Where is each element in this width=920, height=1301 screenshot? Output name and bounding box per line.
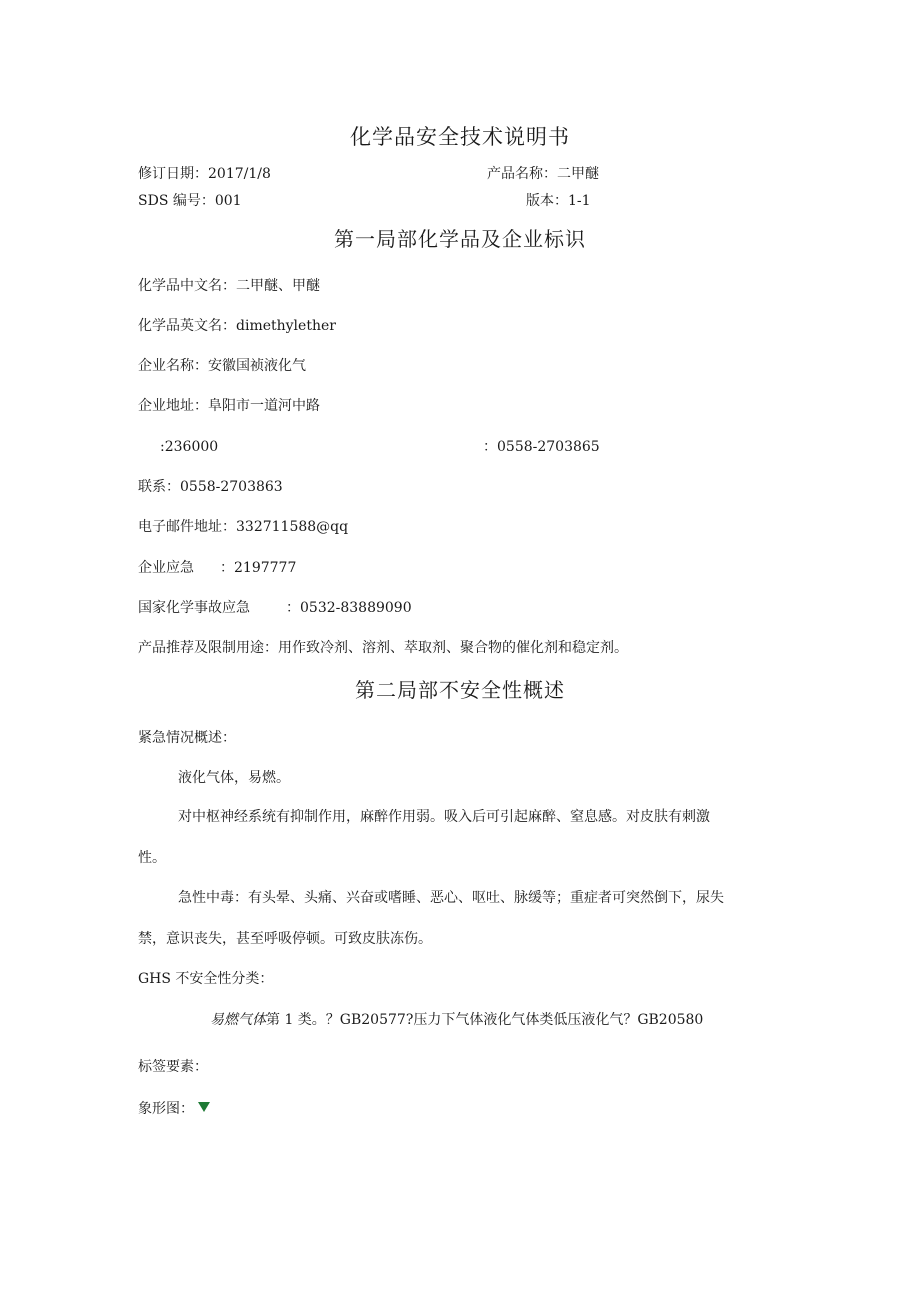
postcode: :236000 bbox=[160, 439, 219, 455]
emergency-overview-label: 紧急情况概述： bbox=[138, 730, 236, 746]
ghs-classification-detail: 第 1 类。？GB20577?压力下气体液化气体类低压液化气？GB20580 bbox=[266, 1012, 704, 1028]
national-emergency-label: 国家化学事故应急 bbox=[138, 600, 250, 616]
section1-heading: 第一局部化学品及企业标识 bbox=[334, 227, 586, 251]
company-address: 企业地址：阜阳市一道河中路 bbox=[138, 398, 320, 414]
pictogram-row bbox=[138, 1100, 210, 1118]
ghs-flammable-gas: 易燃气体 bbox=[210, 1012, 266, 1028]
contact-phone: 联系：0558-2703863 bbox=[138, 479, 283, 495]
overview-paragraph-2-line-1: 对中枢神经系统有抑制作用，麻醉作用弱。吸入后可引起麻醉、窒息感。对皮肤有刺激 bbox=[178, 809, 710, 825]
recommended-usage: 产品推荐及限制用途：用作致冷剂、溶剂、萃取剂、聚合物的催化剂和稳定剂。 bbox=[138, 640, 628, 656]
company-emergency-label: 企业应急 bbox=[138, 560, 194, 576]
document-title: 化学品安全技术说明书 bbox=[350, 125, 570, 149]
revision-date: 修订日期：2017/1/8 bbox=[138, 166, 271, 182]
fax-number: ：0558-2703865 bbox=[483, 439, 600, 455]
ghs-classification-label: GHS 不安全性分类： bbox=[138, 971, 274, 987]
version: 版本：1-1 bbox=[526, 193, 591, 209]
chemical-cn-name: 化学品中文名：二甲醚、甲醚 bbox=[138, 278, 320, 294]
overview-paragraph-1: 液化气体，易燃。 bbox=[178, 770, 290, 786]
overview-paragraph-3-line-2: 禁，意识丧失，甚至呼吸停顿。可致皮肤冻伤。 bbox=[138, 931, 432, 947]
company-name: 企业名称：安徽国祯液化气 bbox=[138, 358, 306, 374]
overview-paragraph-3-line-1: 急性中毒：有头晕、头痛、兴奋或嗜睡、恶心、呕吐、脉缓等；重症者可突然倒下，尿失 bbox=[178, 890, 724, 906]
chemical-en-name: 化学品英文名：dimethylether bbox=[138, 318, 336, 334]
sds-number: SDS 编号：001 bbox=[138, 193, 242, 209]
triangle-pictogram-icon bbox=[198, 1102, 210, 1112]
email-address: 电子邮件地址：332711588@qq bbox=[138, 519, 349, 535]
ghs-classification-line bbox=[210, 1011, 703, 1029]
company-emergency-phone: ：2197777 bbox=[220, 560, 297, 576]
product-name: 产品名称：二甲醚 bbox=[487, 166, 599, 182]
label-elements-label: 标签要素： bbox=[138, 1059, 208, 1075]
pictogram-label: 象形图： bbox=[138, 1101, 194, 1117]
overview-paragraph-2-line-2: 性。 bbox=[138, 850, 166, 866]
section2-heading: 第二局部不安全性概述 bbox=[355, 678, 565, 702]
national-emergency-phone: ：0532-83889090 bbox=[286, 600, 412, 616]
